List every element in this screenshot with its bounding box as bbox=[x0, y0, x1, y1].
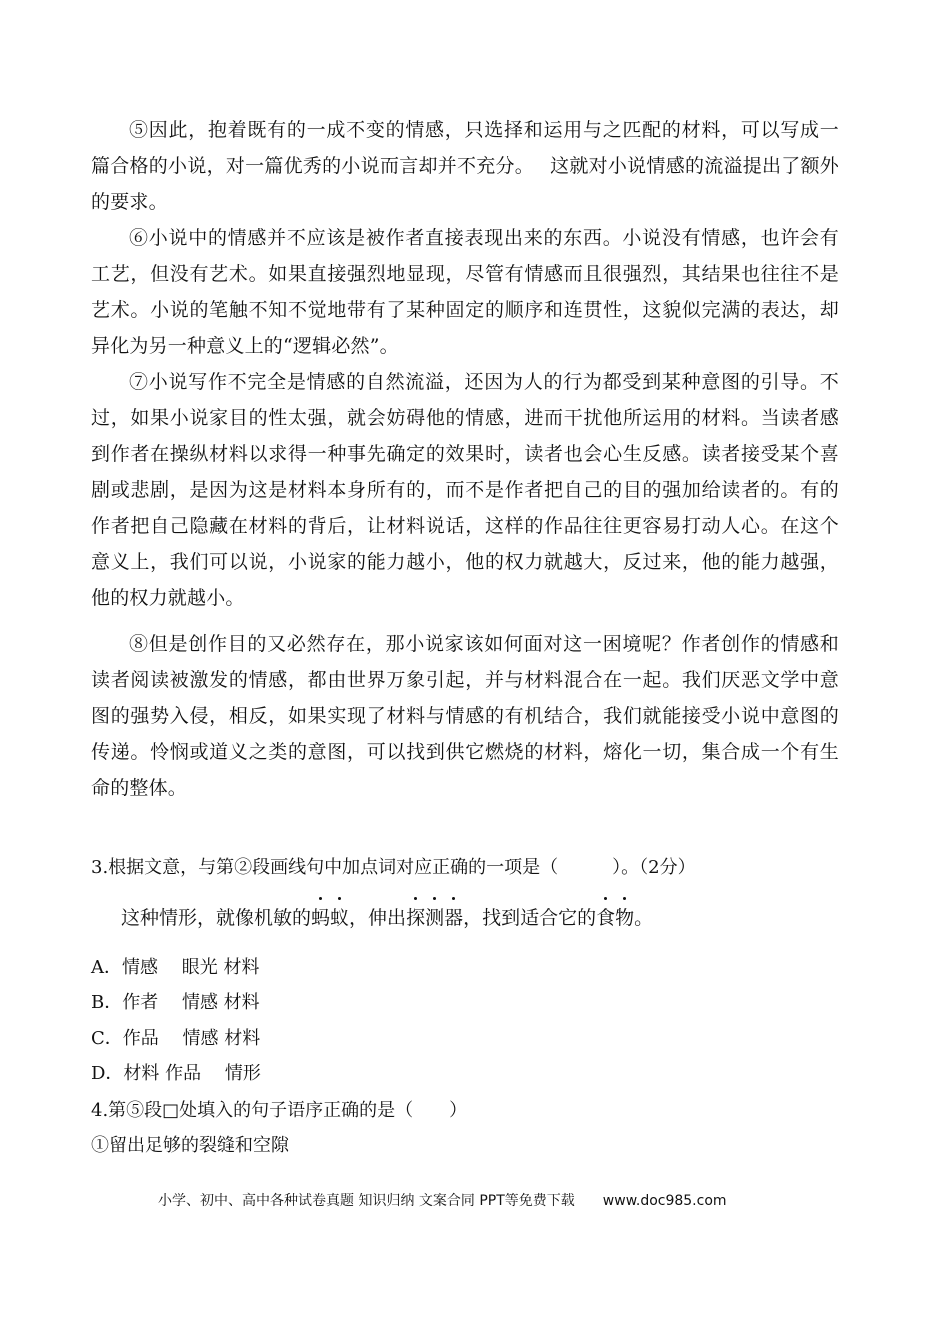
page-footer bbox=[158, 1190, 727, 1212]
dotted-word-food: 食物 bbox=[596, 907, 634, 929]
footer-text: 小学、初中、高中各种试卷真题 知识归纳 文案合同 PPT等免费下载 bbox=[158, 1193, 575, 1209]
dotted-word-probe: 探测器 bbox=[406, 907, 463, 929]
question-3-option-d: D．材料 作品 情形 bbox=[91, 1063, 261, 1084]
sentence-text: 。 bbox=[634, 907, 654, 929]
question-4-item-1: ①留出足够的裂缝和空隙 bbox=[91, 1135, 289, 1156]
paragraph-7: ⑦小说写作不完全是情感的自然流溢，还因为人的行为都受到某种意图的引导。不过，如果小说家目的性太强，就会妨碍他的情感，进而干扰他所运用的材料。当读者感到作者在操纵材料以求得一种事先确定的效果时，读者也会心生反感。读者接受某个喜剧或悲剧，是因为这是材料本身所有的，而不是作者把自己的目的强加给读者的。有的作者把自己隐藏在材料的背后，让材料说话，这样的作品往往更容易打动人心。在这个意义上，我们可以说，小说家的能力越小，他的权力就越大，反过来，他的能力越强，他的权力就越小。 bbox=[91, 371, 839, 609]
question-3-option-b: B．作者 情感 材料 bbox=[91, 992, 260, 1013]
question-3-option-c: C．作品 情感 材料 bbox=[91, 1028, 261, 1049]
sentence-text: ，找到适合它的 bbox=[463, 907, 597, 929]
dotted-word-ant: 蚂蚁 bbox=[311, 907, 349, 929]
sentence-text: 这种情形，就像机敏的 bbox=[121, 907, 312, 929]
question-3-sentence bbox=[121, 903, 653, 933]
question-4-title: 4.第⑤段□处填入的句子语序正确的是（ ） bbox=[91, 1100, 468, 1121]
question-3-option-a: A．情感 眼光 材料 bbox=[91, 957, 260, 978]
sentence-text: ，伸出 bbox=[349, 907, 407, 929]
paragraph-8: ⑧但是创作目的又必然存在，那小说家该如何面对这一困境呢？作者创作的情感和读者阅读被激发的情感，都由世界万象引起，并与材料混合在一起。我们厌恶文学中意图的强势入侵，相反，如果实现了材料与情感的有机结合，我们就能接受小说中意图的传递。怜悯或道义之类的意图，可以找到供它燃烧的材料，熔化一切，集合成一个有生命的整体。 bbox=[91, 633, 839, 799]
paragraph-5: ⑤因此，抱着既有的一成不变的情感，只选择和运用与之匹配的材料，可以写成一篇合格的小说，对一篇优秀的小说而言却并不充分。 这就对小说情感的流溢提出了额外的要求。 bbox=[91, 119, 839, 213]
paragraph-6: ⑥小说中的情感并不应该是被作者直接表现出来的东西。小说没有情感，也许会有工艺，但没有艺术。如果直接强烈地显现，尽管有情感而且很强烈，其结果也往往不是艺术。小说的笔触不知不觉地带有了某种固定的顺序和连贯性，这貌似完满的表达，却异化为另一种意义上的“逻辑必然”。 bbox=[91, 227, 839, 357]
footer-url[interactable]: www.doc985.com bbox=[602, 1193, 727, 1209]
question-3-title: 3.根据文意，与第②段画线句中加点词对应正确的一项是（ ）。（2分） bbox=[91, 857, 696, 878]
